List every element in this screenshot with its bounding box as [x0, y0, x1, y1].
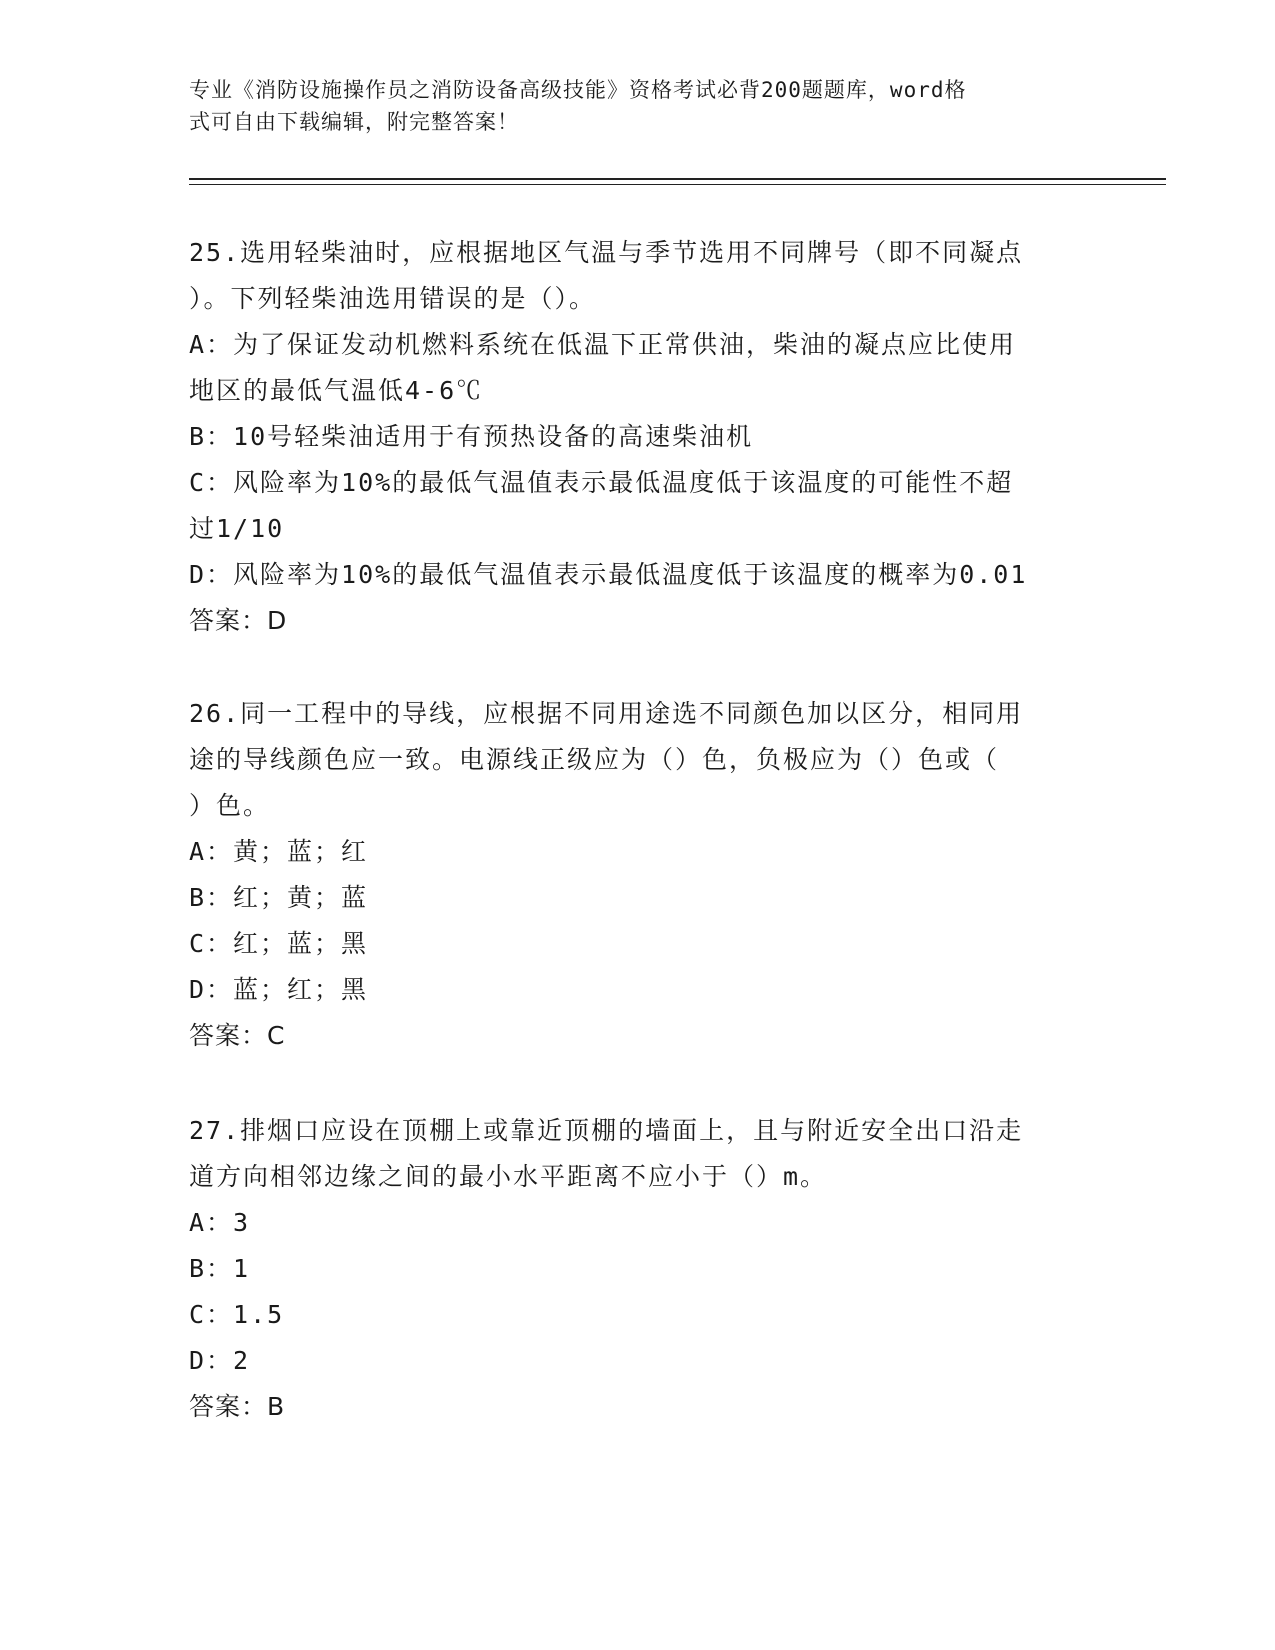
- header-line-1: 专业《消防设施操作员之消防设备高级技能》资格考试必背200题题库，word格: [189, 78, 967, 102]
- header-divider-thin: [189, 184, 1166, 185]
- document-header: [189, 74, 1069, 138]
- question-stem-line: 道方向相邻边缘之间的最小水平距离不应小于（）m。: [189, 1162, 828, 1191]
- option-c: C：1.5: [189, 1300, 285, 1329]
- option-b: B：1: [189, 1254, 251, 1283]
- option-d: D：风险率为10%的最低气温值表示最低温度低于该温度的概率为0.01: [189, 560, 1028, 589]
- option-d: D：蓝；红；黑: [189, 975, 369, 1004]
- option-b: B：红；黄；蓝: [189, 883, 369, 912]
- answer-line: 答案：B: [189, 1392, 286, 1421]
- question-stem-line: ）色。: [189, 791, 271, 820]
- option-c: C：风险率为10%的最低气温值表示最低温度低于该温度的可能性不超 过1/10: [189, 468, 1014, 543]
- answer-line: 答案：C: [189, 1021, 286, 1050]
- header-divider-thick: [189, 178, 1166, 180]
- question-stem-line: 26.同一工程中的导线，应根据不同用途选不同颜色加以区分，相同用: [189, 699, 1024, 728]
- question-25: [189, 230, 1089, 644]
- answer-value: D: [267, 606, 288, 635]
- answer-value: C: [267, 1021, 286, 1050]
- option-a: A：3: [189, 1208, 251, 1237]
- option-a: A：为了保证发动机燃料系统在低温下正常供油，柴油的凝点应比使用 地区的最低气温低4-6℃: [189, 330, 1017, 405]
- question-26: [189, 691, 1089, 1059]
- question-stem-line: ）。下列轻柴油选用错误的是（）。: [189, 284, 597, 313]
- question-stem-line: 27.排烟口应设在顶棚上或靠近顶棚的墙面上，且与附近安全出口沿走: [189, 1116, 1024, 1145]
- question-stem-line: 途的导线颜色应一致。电源线正级应为（）色，负极应为（）色或（: [189, 745, 1000, 774]
- option-c: C：红；蓝；黑: [189, 929, 369, 958]
- question-stem-line: 25.选用轻柴油时，应根据地区气温与季节选用不同牌号（即不同凝点: [189, 238, 1024, 267]
- option-a: A：黄；蓝；红: [189, 837, 369, 866]
- option-b: B：10号轻柴油适用于有预热设备的高速柴油机: [189, 422, 754, 451]
- option-d: D：2: [189, 1346, 251, 1375]
- header-line-2: 式可自由下载编辑，附完整答案！: [189, 110, 519, 134]
- answer-line: 答案：D: [189, 606, 288, 635]
- question-27: [189, 1108, 1089, 1430]
- answer-value: B: [267, 1392, 286, 1421]
